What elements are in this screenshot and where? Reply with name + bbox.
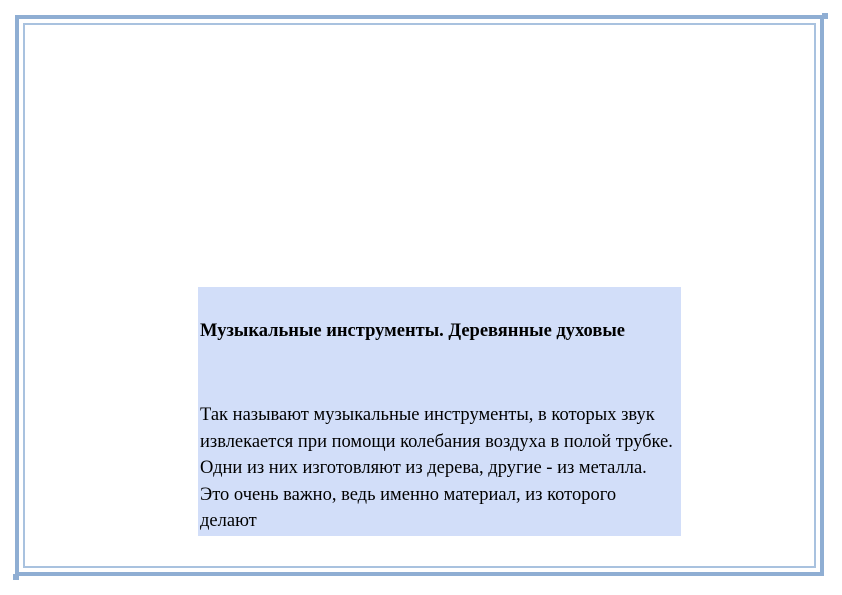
frame-corner-bottom-left	[13, 574, 19, 580]
slide-title: Музыкальные инструменты. Деревянные духовые	[200, 321, 625, 341]
frame-corner-top-right	[822, 13, 828, 19]
slide-body-text: Так называют музыкальные инструменты, в которых звук извлекается при помощи колебания воздуха в полой трубке. Одни из них изготовляют из дерева, другие - из металла. Это очень важно, ведь именно материал, из которого делают	[200, 405, 673, 531]
text-content-box	[198, 287, 681, 536]
